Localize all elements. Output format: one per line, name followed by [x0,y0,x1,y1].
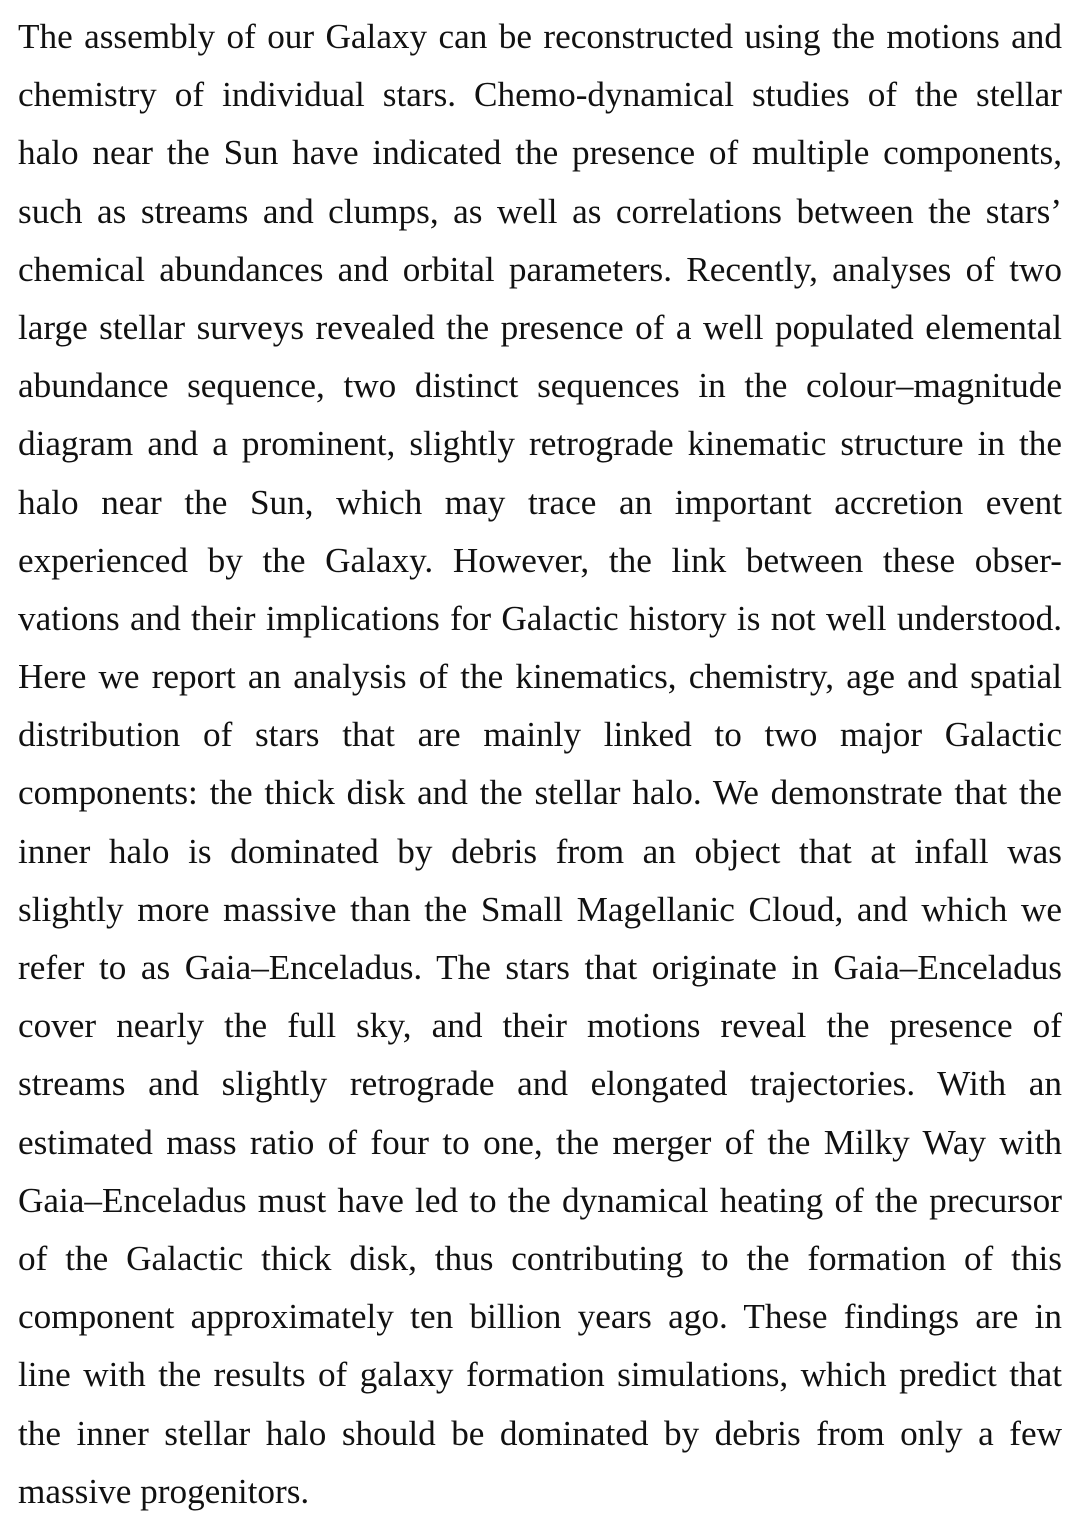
text-line-5: chemical abundances and orbital parameters. Recently, analyses of two [18,249,1062,289]
text-line-15: inner halo is dominated by debris from an object that at infall was [18,831,1062,871]
text-line-23: component approximately ten billion years ago. These findings are in [18,1297,1062,1337]
text-line-21: Gaia–Enceladus must have led to the dynamical heating of the precursor [18,1180,1062,1220]
text-line-22: of the Galactic thick disk, thus contributing to the formation of this [18,1238,1062,1278]
abstract-paragraph [18,8,1062,1521]
text-line-7: abundance sequence, two distinct sequences in the colour–magnitude [18,366,1062,406]
text-line-8: diagram and a prominent, slightly retrograde kinematic structure in the [18,424,1062,464]
text-line-12: Here we report an analysis of the kinematics, chemistry, age and spatial [18,657,1062,697]
text-line-25: the inner stellar halo should be dominated by debris from only a few [18,1413,1062,1453]
text-line-13: distribution of stars that are mainly linked to two major Galactic [18,715,1062,755]
text-line-19: streams and slightly retrograde and elongated trajectories. With an [18,1064,1062,1104]
text-line-11: vations and their implications for Galactic history is not well understood. [18,598,1062,638]
text-line-18: cover nearly the full sky, and their motions reveal the presence of [18,1006,1062,1046]
text-line-1: The assembly of our Galaxy can be reconstructed using the motions and [18,17,1062,56]
text-line-17: refer to as Gaia–Enceladus. The stars that originate in Gaia–Enceladus [18,948,1062,987]
text-line-3: halo near the Sun have indicated the presence of multiple components, [18,133,1062,173]
text-line-4: such as streams and clumps, as well as correlations between the stars’ [18,191,1062,231]
text-line-10: experienced by the Galaxy. However, the link between these obser- [18,540,1062,580]
text-line-6: large stellar surveys revealed the presence of a well populated elemental [18,307,1062,347]
text-line-9: halo near the Sun, which may trace an important accretion event [18,482,1062,522]
text-line-26: massive progenitors. [18,1471,310,1511]
text-line-2: chemistry of individual stars. Chemo-dynamical studies of the stellar [18,75,1062,115]
text-line-20: estimated mass ratio of four to one, the merger of the Milky Way with [18,1122,1062,1162]
text-line-16: slightly more massive than the Small Magellanic Cloud, and which we [18,889,1062,929]
text-line-24: line with the results of galaxy formation simulations, which predict that [18,1355,1062,1395]
text-line-14: components: the thick disk and the stellar halo. We demonstrate that the [18,773,1062,813]
